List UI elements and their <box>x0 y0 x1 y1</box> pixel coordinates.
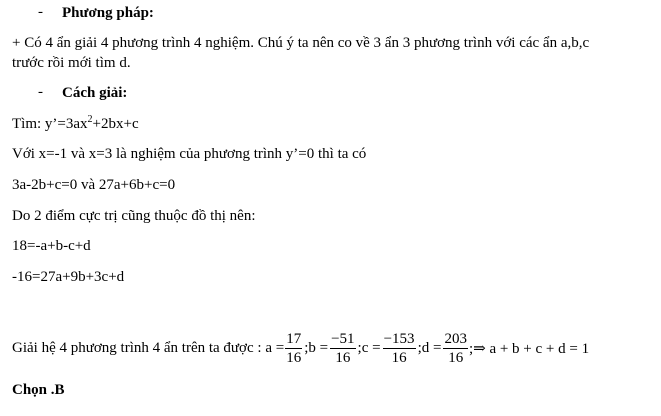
derivative-suffix: +2bx+c <box>92 116 139 132</box>
fraction-c <box>383 330 416 367</box>
result-prefix: Giải hệ 4 phương trình 4 ẩn trên ta được : a = <box>12 339 285 356</box>
method-text-line-2: trước rồi mới tìm d. <box>12 55 131 71</box>
method-text-line-1: + Có 4 ẩn giải 4 phương trình 4 nghiệm. Chú ý ta nên co về 3 ẩn 3 phương trình với các ẩn a,b,c <box>12 35 590 51</box>
solution-heading: Cách giải: <box>62 85 128 101</box>
fraction-d-numerator: 203 <box>444 330 467 347</box>
equation-line-3: -16=27a+9b+3c+d <box>12 269 125 285</box>
bullet-solution: - <box>38 84 43 100</box>
derivative-line <box>12 115 139 133</box>
label-d: ;d = <box>417 339 442 356</box>
method-heading: Phương pháp: <box>62 5 154 21</box>
fraction-a-denominator: 16 <box>286 349 302 366</box>
roots-line: Với x=-1 và x=3 là nghiệm của phương trình y’=0 thì ta có <box>12 146 367 162</box>
fraction-d <box>443 330 468 367</box>
label-c: ;c = <box>357 339 381 356</box>
fraction-a-numerator: 17 <box>286 330 302 347</box>
fraction-c-denominator: 16 <box>391 349 407 366</box>
equation-line-2: 18=-a+b-c+d <box>12 238 91 254</box>
system-solution-line <box>12 326 589 370</box>
fraction-d-denominator: 16 <box>448 349 464 366</box>
fraction-b <box>330 330 355 367</box>
derivative-exponent: 2 <box>87 114 93 125</box>
label-b: ;b = <box>304 339 329 356</box>
fraction-b-denominator: 16 <box>335 349 351 366</box>
fraction-a <box>285 330 302 367</box>
equation-line-1: 3a-2b+c=0 và 27a+6b+c=0 <box>12 177 176 193</box>
fraction-c-numerator: −153 <box>383 330 415 347</box>
fraction-b-numerator: −51 <box>331 330 355 347</box>
result-tail: ;⇒ a + b + c + d = 1 <box>468 340 590 357</box>
derivative-prefix: Tìm: y’=3ax <box>12 116 88 132</box>
bullet-method: - <box>38 4 43 20</box>
answer-choice: Chọn .B <box>12 382 65 398</box>
extreme-points-line: Do 2 điểm cực trị cũng thuộc đồ thị nên: <box>12 208 256 224</box>
